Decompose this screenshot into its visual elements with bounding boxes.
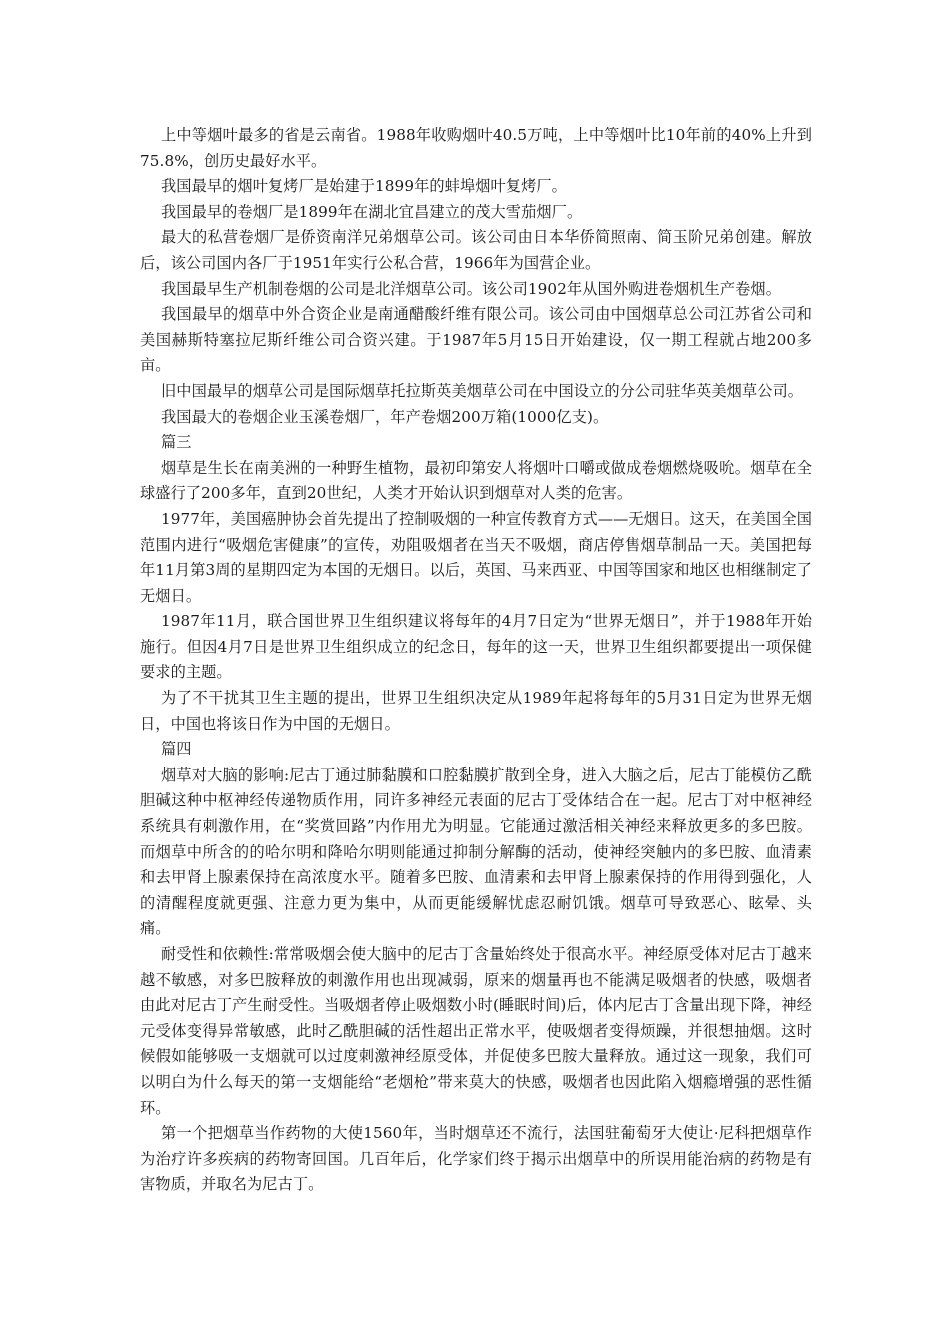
paragraph: 我国最早的烟草中外合资企业是南通醋酸纤维有限公司。该公司由中国烟草总公司江苏省公司和美国赫斯特塞拉尼斯纤维公司合资兴建。于1987年5月15日开始建设，仅一期工程就占地200多亩。 (140, 305, 812, 375)
paragraph: 上中等烟叶最多的省是云南省。1988年收购烟叶40.5万吨，上中等烟叶比10年前的40%上升到75.8%，创历史最好水平。 (140, 126, 812, 170)
paragraph: 我国最早的卷烟厂是1899年在湖北宜昌建立的茂大雪茄烟厂。 (161, 202, 583, 221)
paragraph: 我国最早的烟叶复烤厂是始建于1899年的蚌埠烟叶复烤厂。 (161, 177, 567, 196)
document-body (140, 123, 812, 1198)
paragraph: 我国最早生产机制卷烟的公司是北洋烟草公司。该公司1902年从国外购进卷烟机生产卷烟。 (161, 279, 781, 298)
paragraph: 我国最大的卷烟企业玉溪卷烟厂，年产卷烟200万箱(1000亿支)。 (161, 407, 609, 426)
section-heading: 篇四 (161, 740, 192, 759)
paragraph: 1987年11月，联合国世界卫生组织建议将每年的4月7日定为“世界无烟日”，并于1988年开始施行。但因4月7日是世界卫生组织成立的纪念日，每年的这一天，世界卫生组织都要提出一项保健要求的主题。 (140, 612, 812, 682)
section-heading: 篇三 (161, 433, 192, 452)
paragraph: 旧中国最早的烟草公司是国际烟草托拉斯英美烟草公司在中国设立的分公司驻华英美烟草公司。 (161, 381, 804, 400)
paragraph: 烟草是生长在南美洲的一种野生植物，最初印第安人将烟叶口嚼或做成卷烟燃烧吸吮。烟草在全球盛行了200多年，直到20世纪，人类才开始认识到烟草对人类的危害。 (140, 458, 812, 503)
paragraph: 第一个把烟草当作药物的大使1560年，当时烟草还不流行，法国驻葡萄牙大使让·尼科把烟草作为治疗许多疾病的药物寄回国。几百年后，化学家们终于揭示出烟草中的所误用能治病的药物是有害物质，并取名为尼古丁。 (140, 1124, 812, 1194)
paragraph: 为了不干扰其卫生主题的提出，世界卫生组织决定从1989年起将每年的5月31日定为世界无烟日，中国也将该日作为中国的无烟日。 (140, 689, 812, 733)
paragraph: 耐受性和依赖性:常常吸烟会使大脑中的尼古丁含量始终处于很高水平。神经原受体对尼古丁越来越不敏感，对多巴胺释放的刺激作用也出现减弱，原来的烟量再也不能满足吸烟者的快感，吸烟者由此对尼古丁产生耐受性。当吸烟者停止吸烟数小时(睡眠时间)后，体内尼古丁含量出现下降，神经元受体变得异常敏感，此时乙酰胆碱的活性超出正常水平，使吸烟者变得烦躁，并很想抽烟。这时候假如能够吸一支烟就可以过度刺激神经原受体，并促使多巴胺大量释放。通过这一现象，我们可以明白为什么每天的第一支烟能给“老烟枪”带来莫大的快感，吸烟者也因此陷入烟瘾增强的恶性循环。 (140, 945, 812, 1117)
paragraph: 最大的私营卷烟厂是侨资南洋兄弟烟草公司。该公司由日本华侨简照南、简玉阶兄弟创建。解放后，该公司国内各厂于1951年实行公私合营，1966年为国营企业。 (140, 228, 812, 272)
paragraph: 1977年，美国癌肿协会首先提出了控制吸烟的一种宣传教育方式——无烟日。这天，在美国全国范围内进行“吸烟危害健康”的宣传，劝阻吸烟者在当天不吸烟，商店停售烟草制品一天。美国把每年11月第3周的星期四定为本国的无烟日。以后，英国、马来西亚、中国等国家和地区也相继制定了无烟日。 (140, 509, 812, 605)
paragraph: 烟草对大脑的影响:尼古丁通过肺黏膜和口腔黏膜扩散到全身，进入大脑之后，尼古丁能模仿乙酰胆碱这种中枢神经传递物质作用，同许多神经元表面的尼古丁受体结合在一起。尼古丁对中枢神经系统具有刺激作用，在“奖赏回路”内作用尤为明显。它能通过激活相关神经来释放更多的多巴胺。而烟草中所含的的哈尔明和降哈尔明则能通过抑制分解酶的活动，使神经突触内的多巴胺、血清素和去甲肾上腺素保持在高浓度水平。随着多巴胺、血清素和去甲肾上腺素保持的作用得到强化，人的清醒程度就更强、注意力更为集中，从而更能缓解忧虑忍耐饥饿。烟草可导致恶心、眩晕、头痛。 (140, 765, 812, 938)
